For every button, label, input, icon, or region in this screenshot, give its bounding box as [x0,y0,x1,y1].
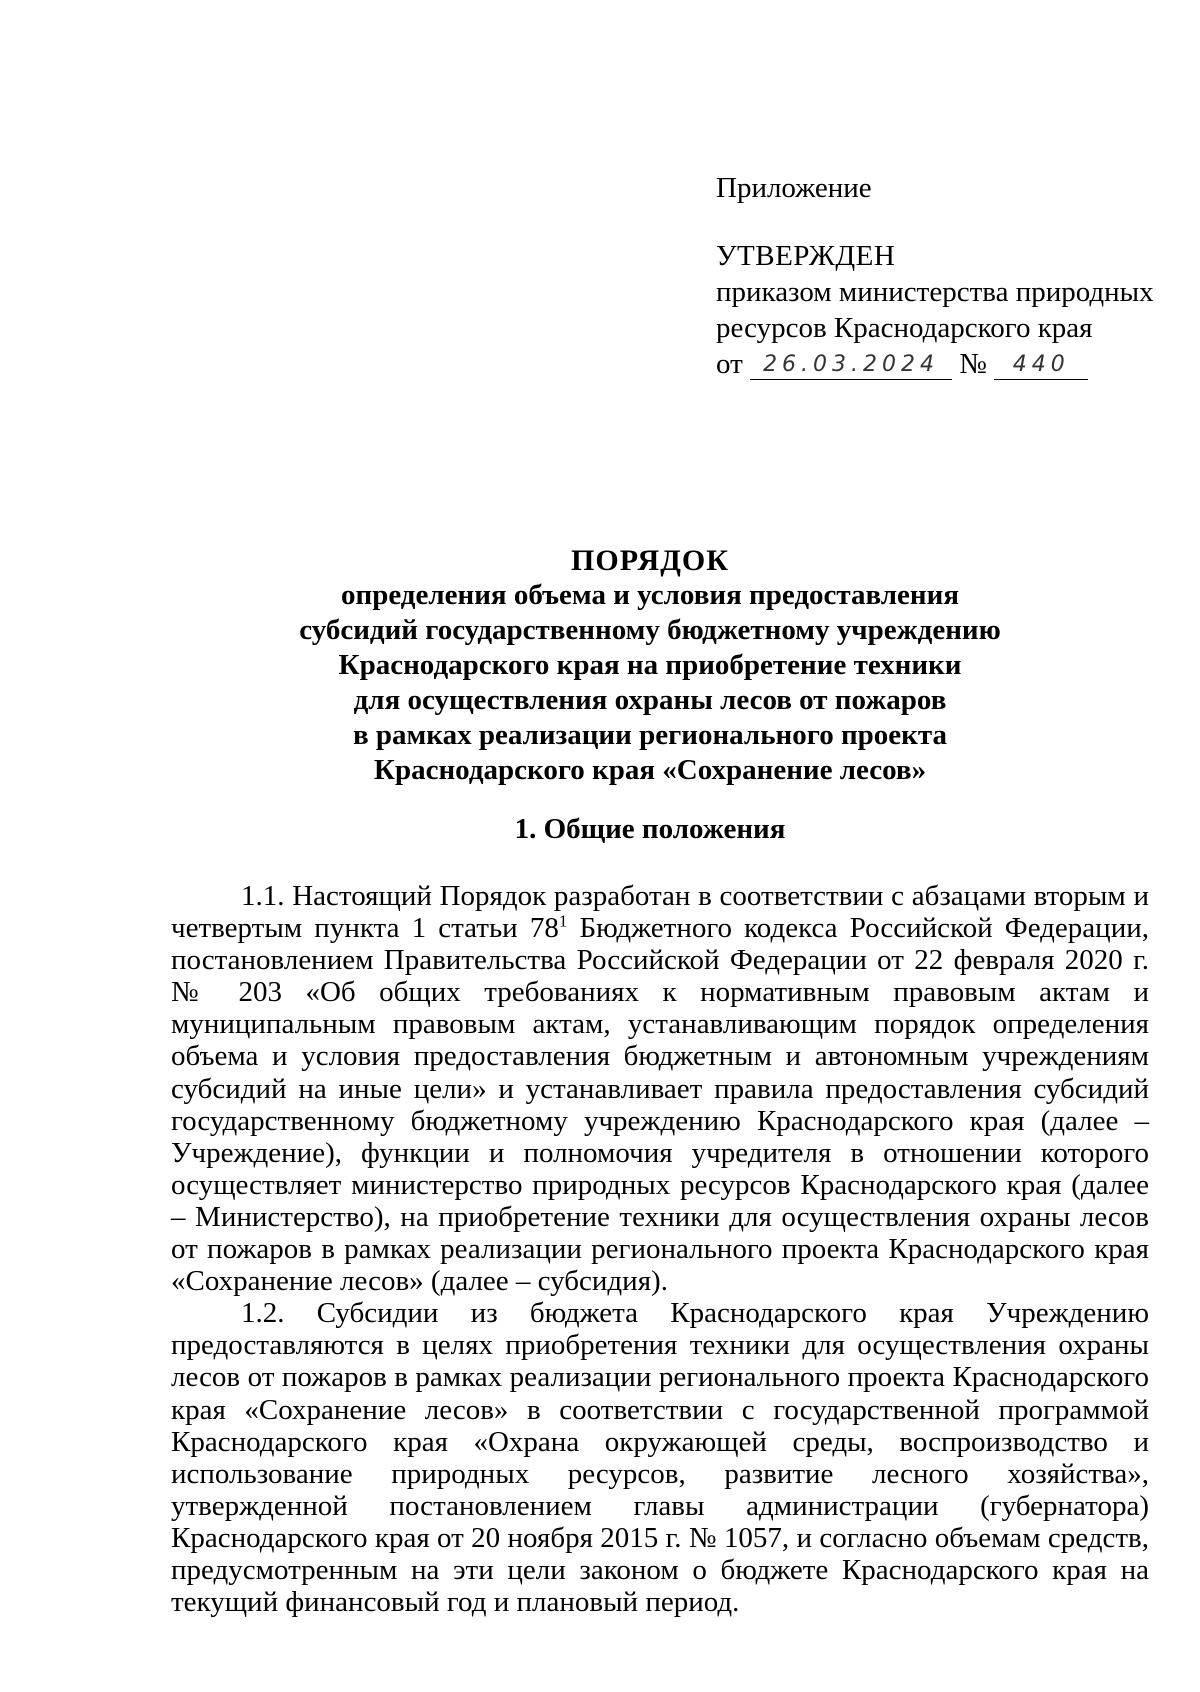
paragraph-1-1-part-1: 1.1. Настоящий Порядок разработан в соответствии с абзацами вторым и четвертым пункта 1 статьи 78 [171,880,1149,945]
title-line-5: в рамках реализации регионального проекта [353,719,947,751]
document-title [150,543,1150,788]
title-line-4: для осуществления охраны лесов от пожаров [353,684,947,716]
superscript-marker: 1 [558,911,568,931]
section-heading: 1. Общие положения [514,813,786,845]
approved-label: УТВЕРЖДЕН [716,240,896,272]
title-line-2: субсидий государственному бюджетному учреждению [299,614,1001,646]
number-sign: № [959,348,987,380]
title-line-6: Краснодарского края «Сохранение лесов» [373,754,927,786]
title-main: ПОРЯДОК [571,544,729,577]
approval-line-1: приказом министерства природных [716,276,1154,308]
title-line-3: Краснодарского края на приобретение техники [338,649,962,681]
title-line-1: определения объема и условия предоставления [340,579,960,611]
approval-line-2: ресурсов Краснодарского края [716,312,1093,344]
date-prefix: от [716,348,743,380]
approval-block [716,170,1156,382]
appendix-label: Приложение [716,172,872,204]
handwritten-number: 440 [994,351,1088,380]
paragraph-1-1-part-2: Бюджетного кодекса Российской Федерации, постановлением Правительства Российской Федерации от 22 февраля 2020 г. № 203 «Об общих требованиях к нормативным правовым актам и муниципальным правовым актам, устанавливающим порядок определения объема и условия предоставления бюджетным и автономным учреждениям субсидий на иные цели» и устанавливает правила предоставления субсидий государственному бюджетному учреждению Краснодарского края (далее – Учреждение), функции и полномочия учредителя в отношении которого осуществляет министерство природных ресурсов Краснодарского края (далее – Министерство), на приобретение техники для осуществления охраны лесов от пожаров в рамках реализации регионального проекта Краснодарского края «Сохранение лесов» (далее – субсидия). [171,912,1149,1298]
paragraph-1-1 [171,880,1149,1297]
handwritten-date: 26.03.2024 [750,351,952,380]
approval-date-row [716,346,1156,382]
paragraph-1-2: 1.2. Субсидии из бюджета Краснодарского края Учреждению предоставляются в целях приобретения техники для осуществления охраны лесов от пожаров в рамках реализации регионального проекта Краснодарского края «Сохранение лесов» в соответствии с государственной программой Краснодарского края «Охрана окружающей среды, воспроизводство и использование природных ресурсов, развитие лесного хозяйства», утвержденной постановлением главы администрации (губернатора) Краснодарского края от 20 ноября 2015 г. № 1057, и согласно объемам средств, предусмотренным на эти цели законом о бюджете Краснодарского края на текущий финансовый год и плановый период. [171,1297,1149,1619]
body-text [171,880,1149,1618]
